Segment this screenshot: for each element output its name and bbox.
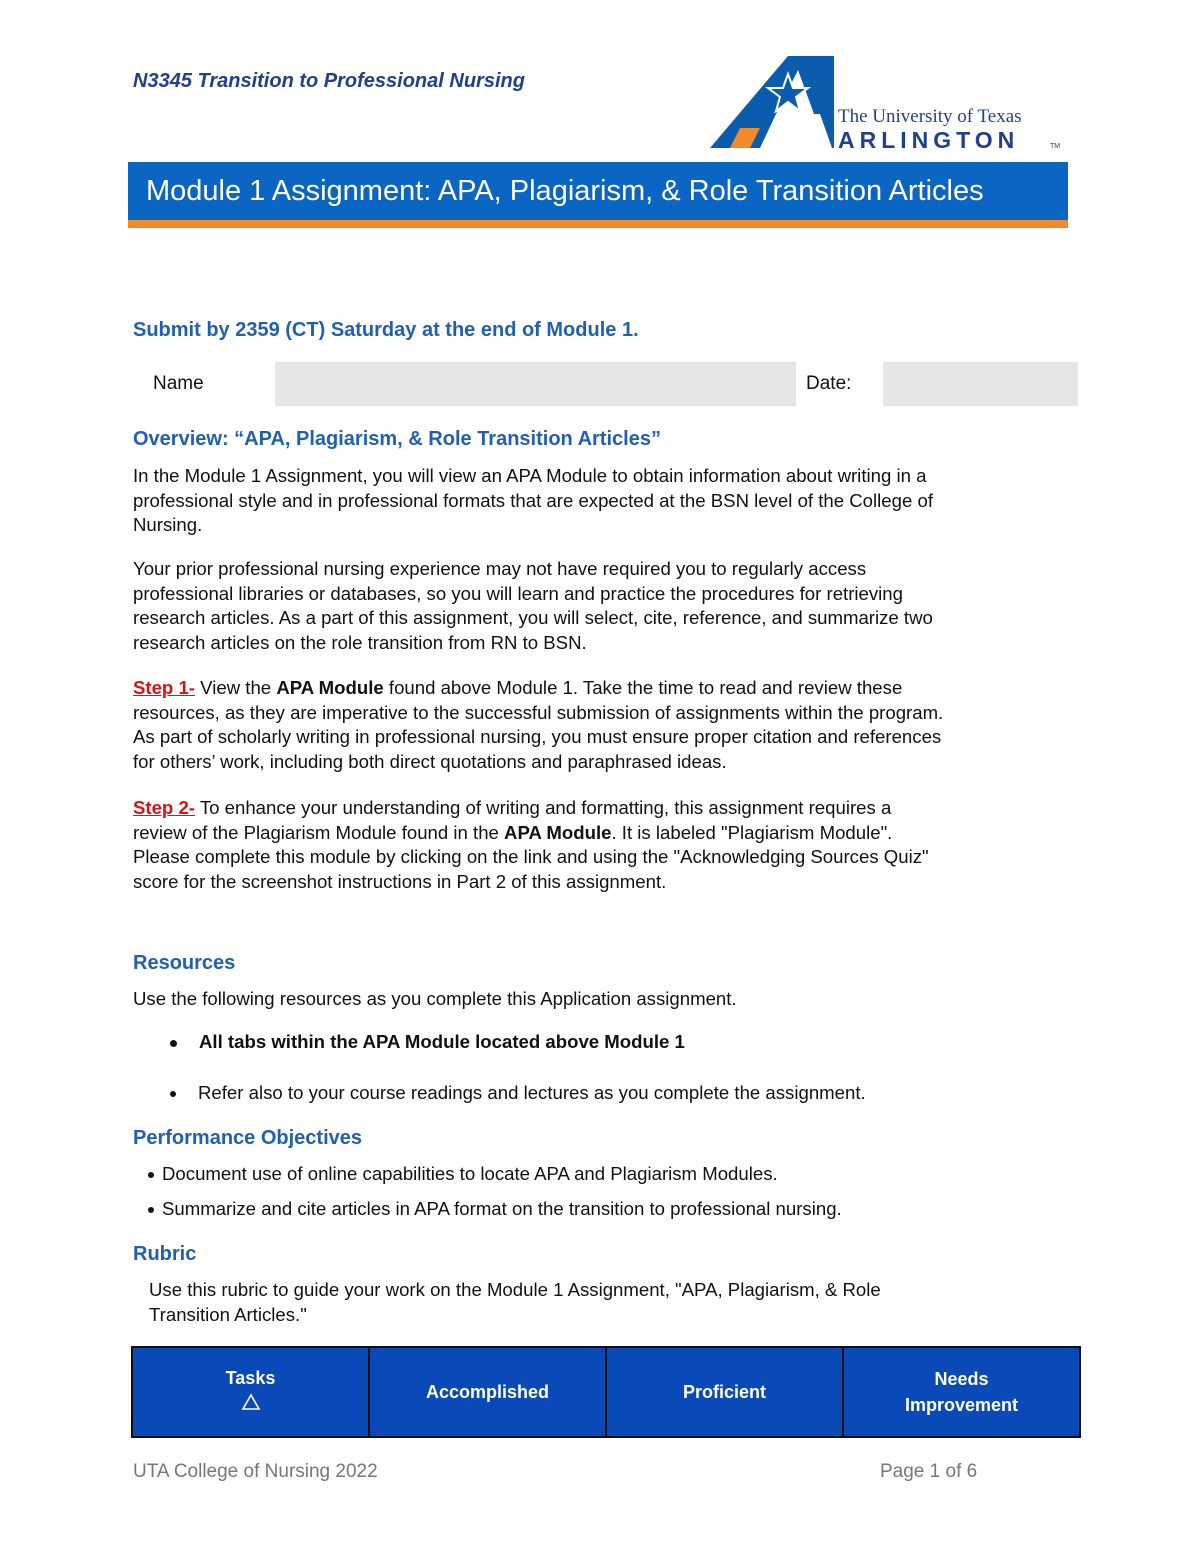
objective-item: Summarize and cite articles in APA format on the transition to professional nursing.	[162, 1198, 842, 1219]
rubric-intro	[149, 1278, 881, 1327]
text-line: resources, as they are imperative to the successful submission of assignments within the program.	[133, 701, 944, 723]
text-line: Transition Articles."	[149, 1303, 307, 1325]
text-run: View the	[195, 677, 277, 698]
text-line: for others’ work, including both direct quotations and paraphrased ideas.	[133, 750, 727, 772]
text-run: . It is labeled "Plagiarism Module".	[611, 821, 893, 843]
resources-heading: Resources	[133, 952, 236, 974]
column-header-tasks	[132, 1347, 369, 1437]
text-run: review of the Plagiarism Module found in the	[133, 821, 505, 843]
text-line: In the Module 1 Assignment, you will view an APA Module to obtain information about writing in a	[133, 465, 927, 486]
apa-module-term: APA Module	[504, 821, 612, 843]
text-line: research articles on the role transition from RN to BSN.	[133, 631, 587, 653]
rubric-heading: Rubric	[133, 1243, 197, 1265]
name-label: Name	[153, 373, 204, 394]
column-header-needs-improvement	[843, 1347, 1080, 1437]
objectives-heading: Performance Objectives	[133, 1127, 362, 1149]
column-label: Needs Improvement	[904, 1369, 1019, 1415]
bullet-icon	[170, 1091, 176, 1097]
rubric-header-row	[132, 1347, 1080, 1437]
text-run: found above Module 1. Take the time to read and review these	[383, 677, 903, 698]
footer-left: UTA College of Nursing 2022	[133, 1461, 378, 1482]
text-line: Your prior professional nursing experience may not have required you to regularly access	[133, 558, 867, 579]
list-item	[148, 1198, 842, 1220]
logo-line1: The University of Texas	[838, 106, 1022, 127]
column-label: Tasks	[225, 1368, 276, 1388]
text-line: Please complete this module by clicking on the link and using the "Acknowledging Sources Quiz"	[133, 846, 929, 868]
text-line: professional libraries or databases, so you will learn and practice the procedures for retrieving	[133, 582, 903, 604]
apa-module-term: APA Module	[276, 677, 384, 698]
resources-intro: Use the following resources as you complete this Application assignment.	[133, 988, 737, 1009]
course-title: N3345 Transition to Professional Nursing	[133, 70, 525, 92]
resource-item: Refer also to your course readings and lectures as you complete the assignment.	[198, 1082, 866, 1103]
list-item	[148, 1163, 778, 1185]
logo-line2: ARLINGTON	[838, 127, 1020, 152]
date-field[interactable]	[883, 362, 1078, 406]
bullet-icon	[148, 1172, 154, 1178]
text-line: Nursing.	[133, 514, 203, 536]
bullet-icon	[148, 1207, 154, 1213]
overview-paragraph-1	[133, 464, 933, 538]
rubric-table	[131, 1346, 1081, 1438]
step-1-label: Step 1-	[133, 677, 195, 698]
name-field[interactable]	[275, 362, 796, 406]
list-item	[170, 1082, 866, 1104]
text-line: As part of scholarly writing in professional nursing, you must ensure proper citation and references	[133, 726, 942, 748]
bullet-icon	[170, 1040, 177, 1047]
step-2-paragraph	[133, 796, 929, 894]
date-label: Date:	[806, 373, 852, 394]
submit-deadline: Submit by 2359 (CT) Saturday at the end of Module 1.	[133, 319, 639, 341]
text-line: score for the screenshot instructions in Part 2 of this assignment.	[133, 870, 667, 892]
banner-accent-bar	[128, 220, 1068, 228]
step-2-label: Step 2-	[133, 797, 195, 818]
resource-item: All tabs within the APA Module located above Module 1	[199, 1031, 685, 1052]
text-line: Use this rubric to guide your work on the Module 1 Assignment, "APA, Plagiarism, & Role	[149, 1279, 881, 1300]
column-header-accomplished: Accomplished	[369, 1347, 606, 1437]
logo-tm: TM	[1050, 143, 1061, 150]
list-item	[170, 1031, 685, 1053]
page-number: Page 1 of 6	[880, 1461, 978, 1482]
overview-heading: Overview: “APA, Plagiarism, & Role Transition Articles”	[133, 428, 661, 450]
overview-paragraph-2	[133, 557, 933, 655]
text-line: professional style and in professional formats that are expected at the BSN level of the College of	[133, 489, 933, 511]
column-header-proficient: Proficient	[606, 1347, 843, 1437]
text-run: To enhance your understanding of writing and formatting, this assignment requires a	[195, 797, 892, 818]
university-logo	[710, 56, 1070, 152]
triangle-icon	[241, 1393, 261, 1411]
objective-item: Document use of online capabilities to locate APA and Plagiarism Modules.	[162, 1163, 778, 1184]
text-line: research articles. As a part of this assignment, you will select, cite, reference, and summarize two	[133, 607, 933, 629]
step-1-paragraph	[133, 676, 943, 774]
assignment-title: Module 1 Assignment: APA, Plagiarism, & Role Transition Articles	[146, 175, 984, 207]
